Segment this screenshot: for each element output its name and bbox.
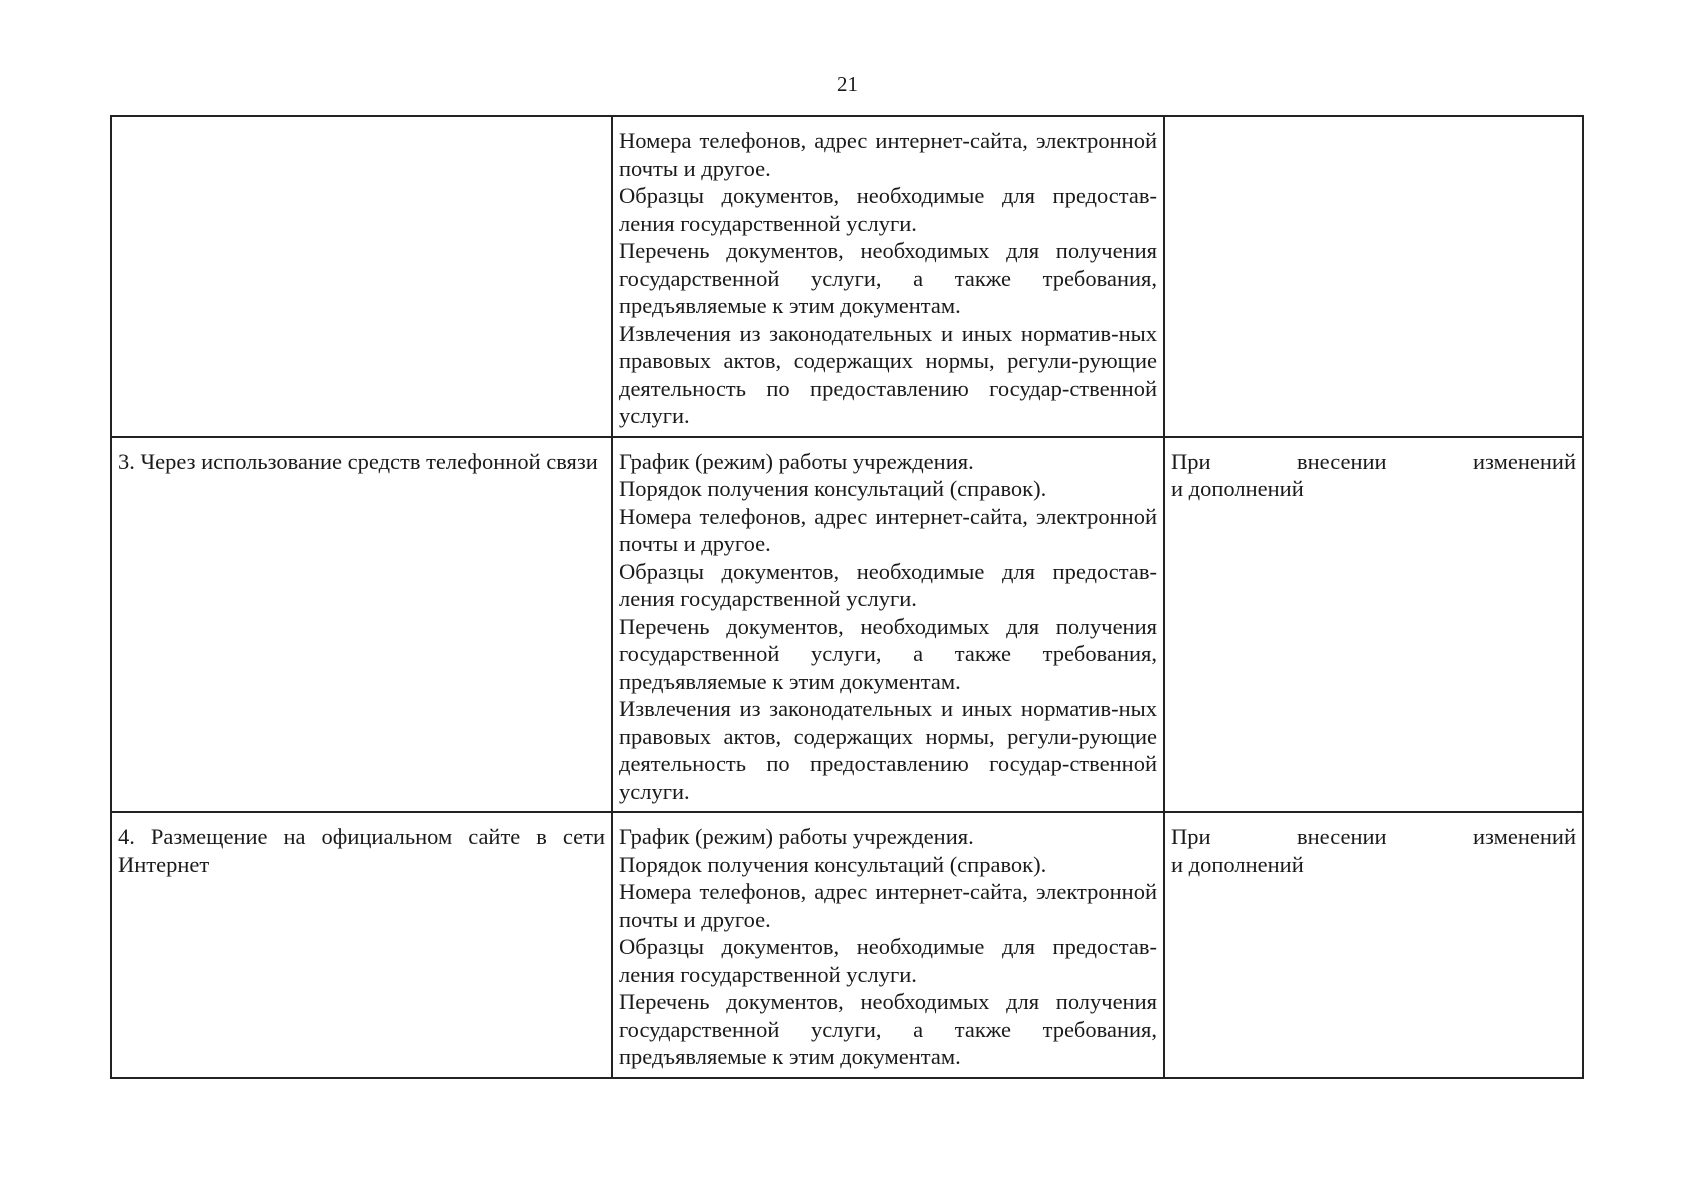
note-text: При внесении изменений <box>1171 824 1576 849</box>
table-row <box>111 812 1583 1078</box>
page-number: 21 <box>837 72 858 96</box>
method-cell <box>111 812 612 1078</box>
note-cell <box>1164 116 1583 437</box>
table-row <box>111 437 1583 813</box>
note-cell <box>1164 812 1583 1078</box>
content-paragraph: Номера телефонов, адрес интернет-сайта, электронной почты и другое. <box>619 879 1157 932</box>
content-paragraph: Образцы документов, необходимые для предостав-ления государственной услуги. <box>619 558 1157 611</box>
note-cell <box>1164 437 1583 813</box>
content-cell <box>612 116 1164 437</box>
content-paragraph: Извлечения из законодательных и иных норматив-ных правовых актов, содержащих нормы, регули-рующие деятельность по предоставлению государ-ственной услуги. <box>619 696 1157 804</box>
content-paragraph: Номера телефонов, адрес интернет-сайта, электронной почты и другое. <box>619 503 1157 556</box>
content-paragraph: Перечень документов, необходимых для получения государственной услуги, а также требования, предъявляемые к этим документам. <box>619 238 1157 318</box>
table-row <box>111 116 1583 437</box>
note-text: и дополнений <box>1171 476 1304 501</box>
content-paragraph: Извлечения из законодательных и иных норматив-ных правовых актов, содержащих нормы, регули-рующие деятельность по предоставлению государ-ственной услуги. <box>619 320 1157 428</box>
content-paragraph: Перечень документов, необходимых для получения государственной услуги, а также требования, предъявляемые к этим документам. <box>619 989 1157 1069</box>
method-text: 3. Через использование средств телефонной связи <box>118 448 598 474</box>
method-cell <box>111 116 612 437</box>
content-paragraph: Порядок получения консультаций (справок). <box>619 476 1047 501</box>
content-paragraph: График (режим) работы учреждения. <box>619 824 974 849</box>
content-paragraph: Номера телефонов, адрес интернет-сайта, электронной почты и другое. <box>619 128 1157 181</box>
services-table <box>110 115 1584 1079</box>
content-paragraph: Порядок получения консультаций (справок). <box>619 851 1047 877</box>
content-cell <box>612 437 1164 813</box>
content-paragraph: Образцы документов, необходимые для предостав-ления государственной услуги. <box>619 183 1157 236</box>
content-paragraph: Образцы документов, необходимые для предостав-ления государственной услуги. <box>619 934 1157 987</box>
note-text: и дополнений <box>1171 851 1304 877</box>
method-text: 4. Размещение на официальном сайте в сети Интернет <box>118 824 605 877</box>
method-cell <box>111 437 612 813</box>
content-cell <box>612 812 1164 1078</box>
note-text: При внесении изменений <box>1171 448 1576 474</box>
content-paragraph: Перечень документов, необходимых для получения государственной услуги, а также требования, предъявляемые к этим документам. <box>619 613 1157 694</box>
content-paragraph: График (режим) работы учреждения. <box>619 448 974 474</box>
